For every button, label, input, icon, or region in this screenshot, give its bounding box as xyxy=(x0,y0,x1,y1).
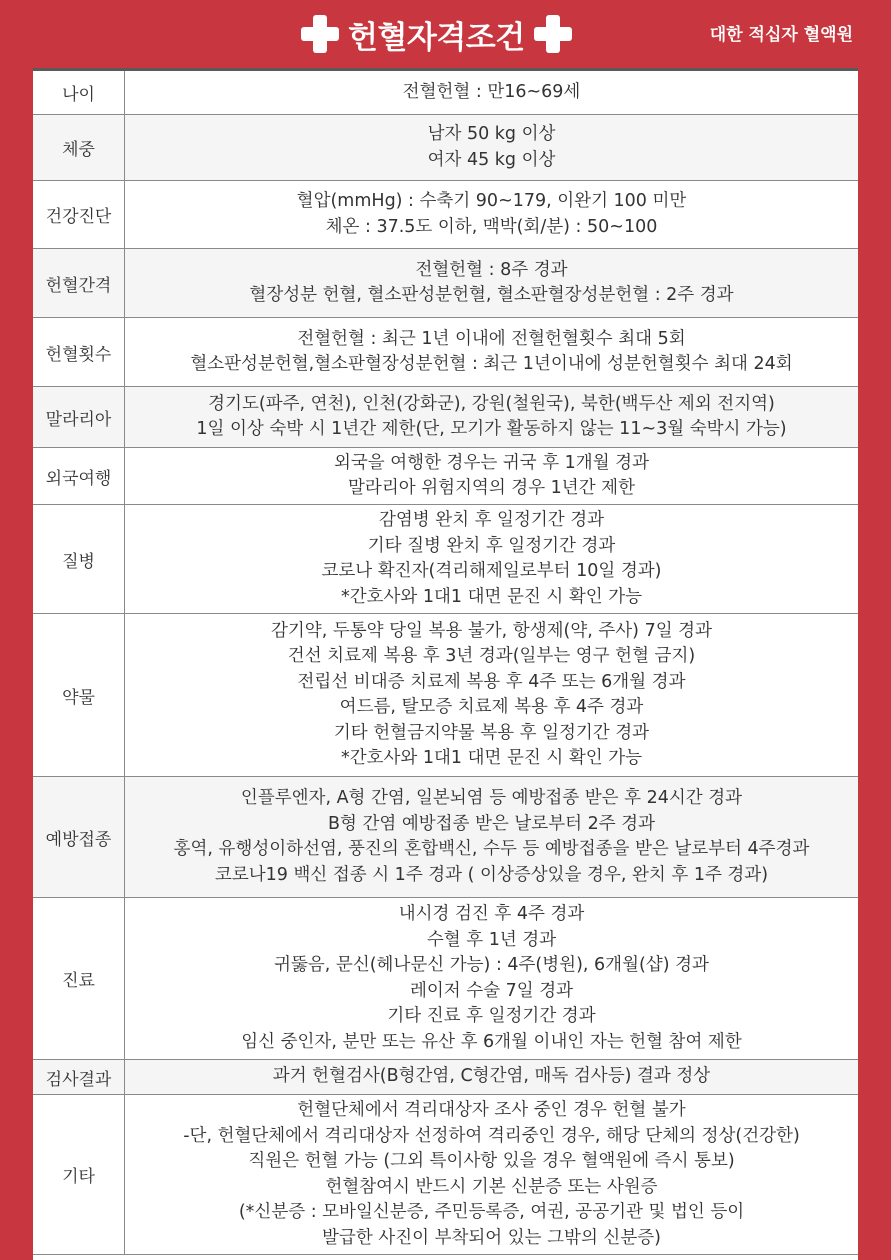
content-line: 수혈 후 1년 경과 xyxy=(426,929,557,950)
row-label: 예방접종 xyxy=(33,777,125,897)
content-line: 기타 헌혈금지약물 복용 후 일정기간 경과 xyxy=(333,722,650,743)
row-label: 검사결과 xyxy=(33,1060,125,1094)
row-content xyxy=(125,387,858,447)
page-title: 헌혈자격조건 xyxy=(348,19,525,56)
content-line: 전립선 비대증 치료제 복용 후 4주 또는 6개월 경과 xyxy=(297,671,686,692)
content-line: 귀뚫음, 문신(헤나문신 가능) : 4주(병원), 6개월(샵) 경과 xyxy=(274,955,709,975)
content-line: 전혈헌혈 : 최근 1년 이내에 전혈헌혈횟수 최대 5회 xyxy=(297,328,686,349)
content-line: 혈소판성분헌혈,혈소판혈장성분헌혈 : 최근 1년이내에 성분헌혈횟수 최대 24회 xyxy=(190,354,793,374)
content-line: 건선 치료제 복용 후 3년 경과(일부는 영구 헌혈 금지) xyxy=(287,646,696,666)
table-row xyxy=(33,387,858,448)
row-label: 말라리아 xyxy=(33,387,125,447)
table-row xyxy=(33,898,858,1060)
table-row xyxy=(33,505,858,614)
row-content xyxy=(125,115,858,180)
content-line: 전혈헌혈 : 만16~69세 xyxy=(402,81,581,102)
row-label: 질병 xyxy=(33,505,125,613)
row-content xyxy=(125,71,858,114)
content-line: 체온 : 37.5도 이하, 맥박(회/분) : 50~100 xyxy=(325,216,658,237)
red-cross-icon xyxy=(533,14,573,54)
content-line: 남자 50 kg 이상 xyxy=(427,124,556,144)
content-line: 헌혈참여시 반드시 기본 신분증 또는 사원증 xyxy=(325,1176,658,1197)
content-line: 감기약, 두통약 당일 복용 불가, 항생제(약, 주사) 7일 경과 xyxy=(271,620,712,641)
content-line: 혈압(mmHg) : 수축기 90~179, 이완기 100 미만 xyxy=(296,191,687,211)
row-label: 기타 xyxy=(33,1095,125,1254)
content-line: 직원은 헌혈 가능 (그외 특이사항 있을 경우 혈액원에 즉시 통보) xyxy=(248,1151,735,1171)
row-content xyxy=(125,505,858,613)
content-line: -단, 헌혈단체에서 격리대상자 선정하여 격리중인 경우, 해당 단체의 정상(건강한) xyxy=(183,1125,800,1146)
eligibility-table xyxy=(33,68,858,1260)
row-label: 진료 xyxy=(33,898,125,1059)
content-line: 코로나19 백신 접종 시 1주 경과 ( 이상증상있을 경우, 완치 후 1주 경과) xyxy=(214,864,769,885)
content-line: 과거 헌혈검사(B형간염, C형간염, 매독 검사등) 결과 정상 xyxy=(272,1066,711,1087)
content-line: 외국을 여행한 경우는 귀국 후 1개월 경과 xyxy=(334,452,649,473)
content-line: 홍역, 유행성이하선염, 풍진의 혼합백신, 수두 등 예방접종을 받은 날로부터 4주경과 xyxy=(173,839,810,859)
content-line: 경기도(파주, 연천), 인천(강화군), 강원(철원국), 북한(백두산 제외 전지역) xyxy=(208,393,775,414)
row-label: 건강진단 xyxy=(33,181,125,248)
row-content xyxy=(125,249,858,317)
content-line: 내시경 검진 후 4주 경과 xyxy=(398,904,585,924)
content-line: (*신분증 : 모바일신분증, 주민등록증, 여권, 공공기관 및 법인 등이 xyxy=(238,1202,745,1222)
row-content xyxy=(125,898,858,1059)
header xyxy=(0,0,891,68)
row-label: 외국여행 xyxy=(33,448,125,504)
content-line: 여자 45 kg 이상 xyxy=(427,149,556,170)
content-line: 발급한 사진이 부착되어 있는 그밖의 신분증) xyxy=(322,1227,661,1248)
row-content xyxy=(125,1060,858,1094)
content-line: 레이저 수술 7일 경과 xyxy=(409,980,574,1001)
content-line: 코로나 확진자(격리해제일로부터 10일 경과) xyxy=(321,561,662,581)
table-row xyxy=(33,448,858,505)
content-line: *간호사와 1대1 대면 문진 시 확인 가능 xyxy=(340,586,643,607)
row-content xyxy=(125,448,858,504)
organization-name: 대한 적십자 혈액원 xyxy=(709,25,853,45)
content-line: 1일 이상 숙박 시 1년간 제한(단, 모기가 활동하지 않는 11~3월 숙박시 가능) xyxy=(196,419,787,439)
table-row xyxy=(33,1060,858,1095)
row-label: 헌혈간격 xyxy=(33,249,125,317)
content-line: 전혈헌혈 : 8주 경과 xyxy=(415,259,568,280)
table-row xyxy=(33,614,858,777)
content-line: 말라리아 위험지역의 경우 1년간 제한 xyxy=(348,478,635,498)
content-line: 임신 중인자, 분만 또는 유산 후 6개월 이내인 자는 헌혈 참여 제한 xyxy=(241,1031,742,1052)
row-label: 체중 xyxy=(33,115,125,180)
row-label: 헌혈횟수 xyxy=(33,318,125,386)
row-content xyxy=(125,614,858,776)
table-row xyxy=(33,777,858,898)
row-content xyxy=(125,1095,858,1254)
row-content xyxy=(125,318,858,386)
content-line: 기타 질병 완치 후 일정기간 경과 xyxy=(367,535,616,556)
row-label: 약물 xyxy=(33,614,125,776)
table-row xyxy=(33,1095,858,1255)
content-line: 여드름, 탈모증 치료제 복용 후 4주 경과 xyxy=(339,697,644,717)
row-label: 나이 xyxy=(33,71,125,114)
table-row xyxy=(33,181,858,249)
row-content xyxy=(125,777,858,897)
content-line: 인플루엔자, A형 간염, 일본뇌염 등 예방접종 받은 후 24시간 경과 xyxy=(240,788,743,808)
row-content xyxy=(125,181,858,248)
title-group xyxy=(300,10,573,58)
content-line: B형 간염 예방접종 받은 날로부터 2주 경과 xyxy=(328,813,655,834)
content-line: 헌혈단체에서 격리대상자 조사 중인 경우 헌혈 불가 xyxy=(297,1100,686,1120)
content-line: 감염병 완치 후 일정기간 경과 xyxy=(378,510,605,530)
table-row xyxy=(33,318,858,387)
content-line: 기타 진료 후 일정기간 경과 xyxy=(387,1006,596,1026)
content-line: 혈장성분 헌혈, 혈소판성분헌혈, 혈소판혈장성분헌혈 : 2주 경과 xyxy=(249,285,734,305)
table-row xyxy=(33,71,858,115)
table-row xyxy=(33,115,858,181)
table-row xyxy=(33,249,858,318)
content-line: *간호사와 1대1 대면 문진 시 확인 가능 xyxy=(340,748,643,768)
red-cross-icon xyxy=(300,14,340,54)
